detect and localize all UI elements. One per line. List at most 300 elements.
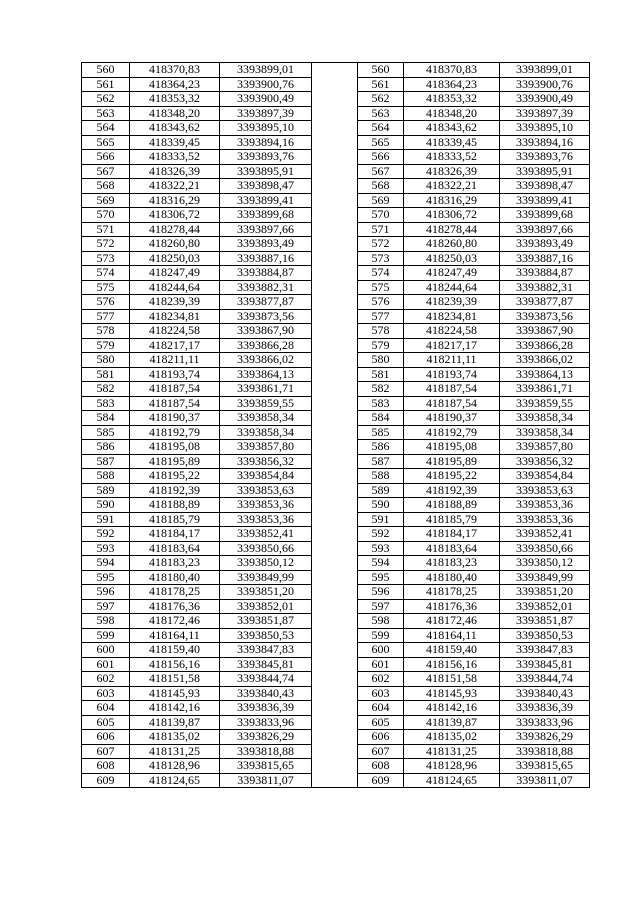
left-point-number-cell: 562 (82, 92, 130, 107)
column-gap (312, 744, 358, 759)
right-y-coordinate-cell: 3393853,36 (500, 512, 590, 527)
right-point-number-cell: 590 (358, 498, 404, 513)
table-row (82, 527, 590, 542)
right-x-coordinate-cell: 418135,02 (404, 730, 500, 745)
table-row (82, 396, 590, 411)
left-y-coordinate-cell: 3393850,53 (220, 628, 312, 643)
right-x-coordinate-cell: 418333,52 (404, 150, 500, 165)
left-x-coordinate-cell: 418224,58 (130, 324, 220, 339)
right-x-coordinate-cell: 418172,46 (404, 614, 500, 629)
left-x-coordinate-cell: 418178,25 (130, 585, 220, 600)
left-y-coordinate-cell: 3393882,31 (220, 280, 312, 295)
right-point-number-cell: 607 (358, 744, 404, 759)
right-x-coordinate-cell: 418195,22 (404, 469, 500, 484)
right-x-coordinate-cell: 418145,93 (404, 686, 500, 701)
table-row (82, 570, 590, 585)
table-row (82, 512, 590, 527)
right-x-coordinate-cell: 418180,40 (404, 570, 500, 585)
table-row (82, 469, 590, 484)
right-point-number-cell: 605 (358, 715, 404, 730)
right-point-number-cell: 599 (358, 628, 404, 643)
column-gap (312, 541, 358, 556)
left-x-coordinate-cell: 418151,58 (130, 672, 220, 687)
table-row (82, 541, 590, 556)
left-y-coordinate-cell: 3393850,66 (220, 541, 312, 556)
right-x-coordinate-cell: 418142,16 (404, 701, 500, 716)
column-gap (312, 585, 358, 600)
table-row (82, 251, 590, 266)
left-point-number-cell: 588 (82, 469, 130, 484)
left-x-coordinate-cell: 418172,46 (130, 614, 220, 629)
right-y-coordinate-cell: 3393858,34 (500, 425, 590, 440)
left-x-coordinate-cell: 418135,02 (130, 730, 220, 745)
right-point-number-cell: 571 (358, 222, 404, 237)
left-y-coordinate-cell: 3393853,36 (220, 498, 312, 513)
right-x-coordinate-cell: 418250,03 (404, 251, 500, 266)
left-point-number-cell: 583 (82, 396, 130, 411)
right-point-number-cell: 576 (358, 295, 404, 310)
left-point-number-cell: 608 (82, 759, 130, 774)
left-point-number-cell: 565 (82, 135, 130, 150)
table-row (82, 367, 590, 382)
right-x-coordinate-cell: 418217,17 (404, 338, 500, 353)
right-y-coordinate-cell: 3393873,56 (500, 309, 590, 324)
left-x-coordinate-cell: 418244,64 (130, 280, 220, 295)
table-row (82, 715, 590, 730)
right-x-coordinate-cell: 418278,44 (404, 222, 500, 237)
left-x-coordinate-cell: 418364,23 (130, 77, 220, 92)
right-y-coordinate-cell: 3393833,96 (500, 715, 590, 730)
left-x-coordinate-cell: 418139,87 (130, 715, 220, 730)
left-y-coordinate-cell: 3393899,01 (220, 63, 312, 78)
table-row (82, 150, 590, 165)
right-x-coordinate-cell: 418364,23 (404, 77, 500, 92)
right-y-coordinate-cell: 3393866,02 (500, 353, 590, 368)
right-point-number-cell: 560 (358, 63, 404, 78)
right-x-coordinate-cell: 418211,11 (404, 353, 500, 368)
column-gap (312, 164, 358, 179)
table-row (82, 295, 590, 310)
right-point-number-cell: 579 (358, 338, 404, 353)
right-x-coordinate-cell: 418183,23 (404, 556, 500, 571)
right-point-number-cell: 589 (358, 483, 404, 498)
column-gap (312, 483, 358, 498)
left-x-coordinate-cell: 418195,08 (130, 440, 220, 455)
left-point-number-cell: 571 (82, 222, 130, 237)
right-y-coordinate-cell: 3393852,01 (500, 599, 590, 614)
right-x-coordinate-cell: 418343,62 (404, 121, 500, 136)
right-point-number-cell: 594 (358, 556, 404, 571)
column-gap (312, 657, 358, 672)
left-y-coordinate-cell: 3393851,20 (220, 585, 312, 600)
left-y-coordinate-cell: 3393852,01 (220, 599, 312, 614)
right-y-coordinate-cell: 3393899,01 (500, 63, 590, 78)
left-x-coordinate-cell: 418190,37 (130, 411, 220, 426)
right-point-number-cell: 573 (358, 251, 404, 266)
right-x-coordinate-cell: 418151,58 (404, 672, 500, 687)
left-point-number-cell: 603 (82, 686, 130, 701)
left-y-coordinate-cell: 3393861,71 (220, 382, 312, 397)
left-x-coordinate-cell: 418343,62 (130, 121, 220, 136)
left-x-coordinate-cell: 418370,83 (130, 63, 220, 78)
right-y-coordinate-cell: 3393811,07 (500, 773, 590, 788)
left-point-number-cell: 564 (82, 121, 130, 136)
column-gap (312, 179, 358, 194)
right-x-coordinate-cell: 418370,83 (404, 63, 500, 78)
right-point-number-cell: 583 (358, 396, 404, 411)
column-gap (312, 77, 358, 92)
right-y-coordinate-cell: 3393884,87 (500, 266, 590, 281)
column-gap (312, 295, 358, 310)
right-y-coordinate-cell: 3393887,16 (500, 251, 590, 266)
column-gap (312, 193, 358, 208)
left-point-number-cell: 572 (82, 237, 130, 252)
left-point-number-cell: 579 (82, 338, 130, 353)
left-point-number-cell: 607 (82, 744, 130, 759)
right-x-coordinate-cell: 418192,39 (404, 483, 500, 498)
column-gap (312, 556, 358, 571)
right-point-number-cell: 577 (358, 309, 404, 324)
right-y-coordinate-cell: 3393898,47 (500, 179, 590, 194)
right-y-coordinate-cell: 3393826,29 (500, 730, 590, 745)
right-point-number-cell: 563 (358, 106, 404, 121)
table-row (82, 208, 590, 223)
column-gap (312, 396, 358, 411)
column-gap (312, 266, 358, 281)
right-x-coordinate-cell: 418188,89 (404, 498, 500, 513)
left-point-number-cell: 573 (82, 251, 130, 266)
table-row (82, 324, 590, 339)
table-row (82, 266, 590, 281)
right-point-number-cell: 581 (358, 367, 404, 382)
column-gap (312, 512, 358, 527)
left-point-number-cell: 590 (82, 498, 130, 513)
table-row (82, 92, 590, 107)
left-y-coordinate-cell: 3393818,88 (220, 744, 312, 759)
left-x-coordinate-cell: 418156,16 (130, 657, 220, 672)
table-row (82, 309, 590, 324)
left-y-coordinate-cell: 3393867,90 (220, 324, 312, 339)
right-y-coordinate-cell: 3393857,80 (500, 440, 590, 455)
left-x-coordinate-cell: 418176,36 (130, 599, 220, 614)
right-y-coordinate-cell: 3393851,20 (500, 585, 590, 600)
right-y-coordinate-cell: 3393847,83 (500, 643, 590, 658)
table-row (82, 411, 590, 426)
left-y-coordinate-cell: 3393887,16 (220, 251, 312, 266)
table-row (82, 614, 590, 629)
right-point-number-cell: 588 (358, 469, 404, 484)
right-x-coordinate-cell: 418183,64 (404, 541, 500, 556)
column-gap (312, 498, 358, 513)
left-x-coordinate-cell: 418353,32 (130, 92, 220, 107)
left-y-coordinate-cell: 3393811,07 (220, 773, 312, 788)
column-gap (312, 150, 358, 165)
left-point-number-cell: 600 (82, 643, 130, 658)
right-y-coordinate-cell: 3393858,34 (500, 411, 590, 426)
left-point-number-cell: 601 (82, 657, 130, 672)
left-x-coordinate-cell: 418234,81 (130, 309, 220, 324)
right-x-coordinate-cell: 418184,17 (404, 527, 500, 542)
left-y-coordinate-cell: 3393897,39 (220, 106, 312, 121)
left-y-coordinate-cell: 3393893,49 (220, 237, 312, 252)
right-x-coordinate-cell: 418348,20 (404, 106, 500, 121)
left-x-coordinate-cell: 418180,40 (130, 570, 220, 585)
left-point-number-cell: 604 (82, 701, 130, 716)
left-y-coordinate-cell: 3393847,83 (220, 643, 312, 658)
table-row (82, 280, 590, 295)
right-point-number-cell: 585 (358, 425, 404, 440)
left-point-number-cell: 598 (82, 614, 130, 629)
right-y-coordinate-cell: 3393840,43 (500, 686, 590, 701)
left-point-number-cell: 585 (82, 425, 130, 440)
left-point-number-cell: 584 (82, 411, 130, 426)
column-gap (312, 686, 358, 701)
left-y-coordinate-cell: 3393856,32 (220, 454, 312, 469)
left-y-coordinate-cell: 3393900,49 (220, 92, 312, 107)
left-x-coordinate-cell: 418187,54 (130, 396, 220, 411)
right-x-coordinate-cell: 418176,36 (404, 599, 500, 614)
left-x-coordinate-cell: 418184,17 (130, 527, 220, 542)
table-row (82, 121, 590, 136)
coordinates-table-body (82, 63, 590, 788)
left-point-number-cell: 593 (82, 541, 130, 556)
left-y-coordinate-cell: 3393873,56 (220, 309, 312, 324)
column-gap (312, 759, 358, 774)
right-y-coordinate-cell: 3393877,87 (500, 295, 590, 310)
left-y-coordinate-cell: 3393866,28 (220, 338, 312, 353)
right-y-coordinate-cell: 3393895,91 (500, 164, 590, 179)
right-y-coordinate-cell: 3393850,12 (500, 556, 590, 571)
column-gap (312, 425, 358, 440)
left-point-number-cell: 563 (82, 106, 130, 121)
right-point-number-cell: 572 (358, 237, 404, 252)
right-point-number-cell: 568 (358, 179, 404, 194)
right-point-number-cell: 609 (358, 773, 404, 788)
left-y-coordinate-cell: 3393877,87 (220, 295, 312, 310)
column-gap (312, 382, 358, 397)
table-row (82, 498, 590, 513)
table-row (82, 382, 590, 397)
left-x-coordinate-cell: 418142,16 (130, 701, 220, 716)
right-y-coordinate-cell: 3393850,66 (500, 541, 590, 556)
left-point-number-cell: 592 (82, 527, 130, 542)
left-y-coordinate-cell: 3393895,91 (220, 164, 312, 179)
right-point-number-cell: 592 (358, 527, 404, 542)
column-gap (312, 208, 358, 223)
left-x-coordinate-cell: 418159,40 (130, 643, 220, 658)
right-x-coordinate-cell: 418316,29 (404, 193, 500, 208)
table-row (82, 237, 590, 252)
column-gap (312, 106, 358, 121)
right-y-coordinate-cell: 3393897,66 (500, 222, 590, 237)
right-x-coordinate-cell: 418306,72 (404, 208, 500, 223)
right-x-coordinate-cell: 418195,08 (404, 440, 500, 455)
right-x-coordinate-cell: 418224,58 (404, 324, 500, 339)
left-y-coordinate-cell: 3393900,76 (220, 77, 312, 92)
right-point-number-cell: 582 (358, 382, 404, 397)
left-point-number-cell: 569 (82, 193, 130, 208)
right-point-number-cell: 600 (358, 643, 404, 658)
column-gap (312, 614, 358, 629)
column-gap (312, 701, 358, 716)
left-x-coordinate-cell: 418195,89 (130, 454, 220, 469)
table-row (82, 643, 590, 658)
column-gap (312, 411, 358, 426)
right-x-coordinate-cell: 418195,89 (404, 454, 500, 469)
left-y-coordinate-cell: 3393899,68 (220, 208, 312, 223)
table-row (82, 425, 590, 440)
left-x-coordinate-cell: 418183,23 (130, 556, 220, 571)
right-x-coordinate-cell: 418187,54 (404, 382, 500, 397)
left-y-coordinate-cell: 3393898,47 (220, 179, 312, 194)
left-y-coordinate-cell: 3393853,36 (220, 512, 312, 527)
right-x-coordinate-cell: 418156,16 (404, 657, 500, 672)
column-gap (312, 773, 358, 788)
left-x-coordinate-cell: 418192,79 (130, 425, 220, 440)
table-row (82, 773, 590, 788)
left-y-coordinate-cell: 3393864,13 (220, 367, 312, 382)
left-x-coordinate-cell: 418187,54 (130, 382, 220, 397)
left-x-coordinate-cell: 418333,52 (130, 150, 220, 165)
table-row (82, 599, 590, 614)
right-x-coordinate-cell: 418192,79 (404, 425, 500, 440)
column-gap (312, 527, 358, 542)
left-y-coordinate-cell: 3393850,12 (220, 556, 312, 571)
right-point-number-cell: 604 (358, 701, 404, 716)
left-y-coordinate-cell: 3393859,55 (220, 396, 312, 411)
left-y-coordinate-cell: 3393844,74 (220, 672, 312, 687)
right-point-number-cell: 578 (358, 324, 404, 339)
right-x-coordinate-cell: 418131,25 (404, 744, 500, 759)
right-x-coordinate-cell: 418128,96 (404, 759, 500, 774)
column-gap (312, 628, 358, 643)
right-y-coordinate-cell: 3393897,39 (500, 106, 590, 121)
left-x-coordinate-cell: 418322,21 (130, 179, 220, 194)
left-x-coordinate-cell: 418183,64 (130, 541, 220, 556)
right-point-number-cell: 587 (358, 454, 404, 469)
left-y-coordinate-cell: 3393836,39 (220, 701, 312, 716)
right-x-coordinate-cell: 418322,21 (404, 179, 500, 194)
left-x-coordinate-cell: 418247,49 (130, 266, 220, 281)
column-gap (312, 730, 358, 745)
left-x-coordinate-cell: 418326,39 (130, 164, 220, 179)
table-row (82, 657, 590, 672)
right-y-coordinate-cell: 3393894,16 (500, 135, 590, 150)
left-x-coordinate-cell: 418239,39 (130, 295, 220, 310)
right-point-number-cell: 602 (358, 672, 404, 687)
right-y-coordinate-cell: 3393900,49 (500, 92, 590, 107)
table-row (82, 628, 590, 643)
left-y-coordinate-cell: 3393852,41 (220, 527, 312, 542)
left-point-number-cell: 566 (82, 150, 130, 165)
table-row (82, 759, 590, 774)
left-point-number-cell: 567 (82, 164, 130, 179)
left-x-coordinate-cell: 418131,25 (130, 744, 220, 759)
left-x-coordinate-cell: 418145,93 (130, 686, 220, 701)
table-row (82, 440, 590, 455)
right-x-coordinate-cell: 418190,37 (404, 411, 500, 426)
right-point-number-cell: 561 (358, 77, 404, 92)
table-row (82, 179, 590, 194)
right-point-number-cell: 564 (358, 121, 404, 136)
table-row (82, 193, 590, 208)
left-point-number-cell: 577 (82, 309, 130, 324)
left-y-coordinate-cell: 3393854,84 (220, 469, 312, 484)
table-row (82, 164, 590, 179)
left-y-coordinate-cell: 3393897,66 (220, 222, 312, 237)
right-y-coordinate-cell: 3393836,39 (500, 701, 590, 716)
right-y-coordinate-cell: 3393866,28 (500, 338, 590, 353)
left-x-coordinate-cell: 418193,74 (130, 367, 220, 382)
left-point-number-cell: 609 (82, 773, 130, 788)
left-x-coordinate-cell: 418124,65 (130, 773, 220, 788)
left-x-coordinate-cell: 418250,03 (130, 251, 220, 266)
left-y-coordinate-cell: 3393833,96 (220, 715, 312, 730)
left-point-number-cell: 597 (82, 599, 130, 614)
table-row (82, 135, 590, 150)
table-row (82, 585, 590, 600)
left-point-number-cell: 580 (82, 353, 130, 368)
right-point-number-cell: 570 (358, 208, 404, 223)
table-row (82, 222, 590, 237)
left-x-coordinate-cell: 418211,11 (130, 353, 220, 368)
column-gap (312, 672, 358, 687)
right-x-coordinate-cell: 418139,87 (404, 715, 500, 730)
left-x-coordinate-cell: 418195,22 (130, 469, 220, 484)
right-y-coordinate-cell: 3393900,76 (500, 77, 590, 92)
left-x-coordinate-cell: 418185,79 (130, 512, 220, 527)
table-row (82, 556, 590, 571)
right-y-coordinate-cell: 3393893,76 (500, 150, 590, 165)
left-y-coordinate-cell: 3393884,87 (220, 266, 312, 281)
left-point-number-cell: 578 (82, 324, 130, 339)
right-y-coordinate-cell: 3393853,63 (500, 483, 590, 498)
right-y-coordinate-cell: 3393815,65 (500, 759, 590, 774)
right-y-coordinate-cell: 3393856,32 (500, 454, 590, 469)
left-x-coordinate-cell: 418339,45 (130, 135, 220, 150)
table-row (82, 353, 590, 368)
right-y-coordinate-cell: 3393882,31 (500, 280, 590, 295)
left-y-coordinate-cell: 3393851,87 (220, 614, 312, 629)
left-point-number-cell: 576 (82, 295, 130, 310)
column-gap (312, 222, 358, 237)
column-gap (312, 440, 358, 455)
right-x-coordinate-cell: 418159,40 (404, 643, 500, 658)
right-point-number-cell: 584 (358, 411, 404, 426)
column-gap (312, 92, 358, 107)
right-point-number-cell: 569 (358, 193, 404, 208)
column-gap (312, 309, 358, 324)
column-gap (312, 599, 358, 614)
right-x-coordinate-cell: 418260,80 (404, 237, 500, 252)
right-point-number-cell: 596 (358, 585, 404, 600)
left-point-number-cell: 589 (82, 483, 130, 498)
column-gap (312, 135, 358, 150)
right-y-coordinate-cell: 3393899,68 (500, 208, 590, 223)
right-y-coordinate-cell: 3393861,71 (500, 382, 590, 397)
right-point-number-cell: 595 (358, 570, 404, 585)
left-y-coordinate-cell: 3393845,81 (220, 657, 312, 672)
table-row (82, 730, 590, 745)
left-x-coordinate-cell: 418188,89 (130, 498, 220, 513)
left-point-number-cell: 587 (82, 454, 130, 469)
right-point-number-cell: 608 (358, 759, 404, 774)
right-y-coordinate-cell: 3393818,88 (500, 744, 590, 759)
right-y-coordinate-cell: 3393899,41 (500, 193, 590, 208)
column-gap (312, 280, 358, 295)
right-point-number-cell: 593 (358, 541, 404, 556)
left-point-number-cell: 599 (82, 628, 130, 643)
